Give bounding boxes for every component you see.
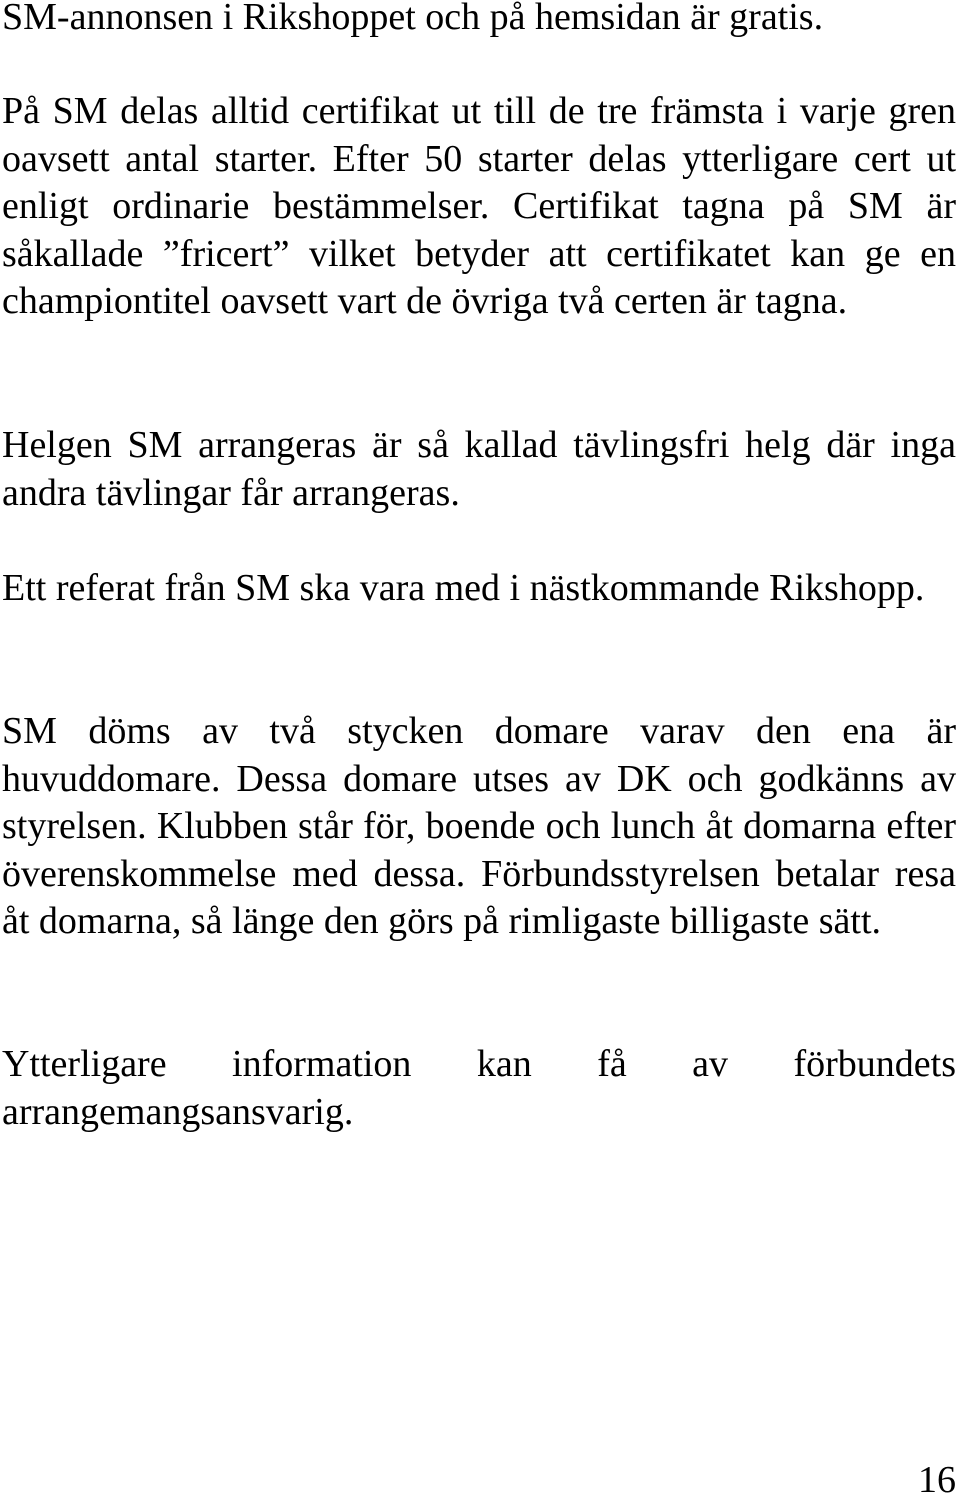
paragraph-referat: Ett referat från SM ska vara med i nästkommande Rikshopp. <box>2 567 925 609</box>
paragraph-certifikat: På SM delas alltid certifikat ut till de tre främsta i varje gren oavsett antal starter. Efter 50 starter delas ytterligare cert ut enligt ordinarie bestämmelser. Certifikat tagna på SM är såkallade ”fricert” vilket betyder att certifikatet kan ge en championtitel oavsett vart de övriga två certen är tagna. <box>2 90 956 322</box>
paragraph-tavlingsfri-helg: Helgen SM arrangeras är så kallad tävlingsfri helg där inga andra tävlingar får arrangeras. <box>2 424 956 514</box>
paragraph-sm-annons: SM-annonsen i Rikshoppet och på hemsidan är gratis. <box>2 0 824 38</box>
page-number: 16 <box>918 1459 956 1501</box>
paragraph-ytterligare-information: Ytterligare information kan få av förbundets arrangemangsansvarig. <box>2 1043 956 1133</box>
paragraph-domare: SM döms av två stycken domare varav den ena är huvuddomare. Dessa domare utses av DK och godkänns av styrelsen. Klubben står för, boende och lunch åt domarna efter överenskommelse med dessa. Förbundsstyrelsen betalar resa åt domarna, så länge den görs på rimligaste billigaste sätt. <box>2 710 956 942</box>
